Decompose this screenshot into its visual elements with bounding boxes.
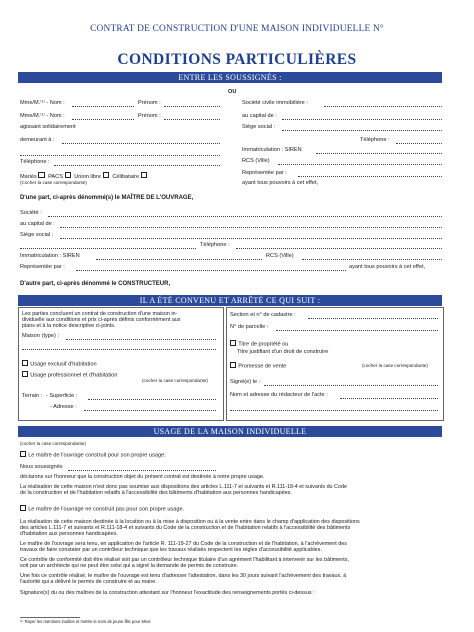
field-prenom1[interactable] [164,106,220,107]
label-telephone-r: Téléphone : [360,137,390,143]
section-banner-parties: ENTRE LES SOUSSIGNÉS : [18,72,442,83]
footnote-rule [20,617,80,618]
field-sci[interactable] [324,106,442,107]
cocher-note-1: (Cocher la case correspondante) [20,180,87,185]
label-mme1: Mme/M.⁽¹⁾ - Nom : [20,100,65,106]
label-telephone-o: Téléphone : [200,242,230,248]
section-banner-agreed: IL A ÉTÉ CONVENU ET ARRÊTÉ CE QUI SUIT : [18,295,442,306]
status-pacs[interactable]: PACS [48,174,73,180]
label-section: Section et n° de cadastre : [230,312,296,318]
field-telephone-o[interactable] [236,248,442,249]
usage-p1-1: La réalisation de cette maison n'est donc pas soumise aux dispositions des articles L.111-7 et suivants et R.111-18-4 et suivants du Code [20,484,347,490]
titre-sub: Titre justifiant d'un droit de construire [237,349,329,355]
page-title: CONDITIONS PARTICULIÈRES [117,51,357,68]
field-telephone-r[interactable] [396,143,442,144]
field-maison-type[interactable] [66,339,216,340]
usage-option-own[interactable]: Le maître de l'ouvrage construit pour son propre usage. [20,451,166,459]
constructor-intro: D'autre part, ci-après dénommé le CONSTRUCTEUR, [20,281,171,287]
usage-p2-2: des articles L.111-7 et suivants et R.111-18-4 et suivants du Code de la construction et de l'habitation relatifs à l'accessibilité des bâtiments [20,525,351,531]
field-siege-r[interactable] [282,130,442,131]
label-terrain: Terrain : [22,393,43,399]
ou-label: OU [228,89,237,95]
field-capital[interactable] [60,227,442,228]
field-nous[interactable] [68,470,216,471]
label-societe: Société : [20,210,42,216]
field-siege[interactable] [60,238,442,239]
label-siege: Siège social : [20,232,54,238]
label-capital: au capital de : [20,221,55,227]
cocher-note-3: (cocher la case correspondante) [362,363,428,368]
field-rcs[interactable] [302,259,442,260]
usage-p3-1: Le maître de l'ouvrage sera tenu, en application de l'article R. 111-19-27 du Code de la construction et de l'habitation, à l'achèvement des [20,541,347,547]
field-superficie[interactable] [88,399,216,400]
label-signe: Signé(e) le : [230,379,261,385]
contract-title: CONTRAT DE CONSTRUCTION D'UNE MAISON INDIVIDUELLE N° [90,24,384,34]
field-redacteur-2[interactable] [230,410,438,411]
usage-p2-3: d'habitation aux personnes handicapées. [20,531,118,537]
status-single[interactable]: Célibataire [112,174,149,180]
label-siege-r: Siège social : [242,124,276,130]
label-immat: Immatriculation : SIREN [20,253,80,259]
cocher-note-4: (cocher la case correspondante) [20,441,86,446]
field-nom1[interactable] [72,106,134,107]
field-nom2[interactable] [72,119,134,120]
field-rcs-r[interactable] [278,164,442,165]
usage-p3-2: travaux de faire constater par un contrôleur technique que les travaux réalisés respectent les règles d'accessibilité applicables. [20,547,322,553]
label-pouvoirs: ayant tous pouvoirs à cet effet, [349,264,426,270]
status-married[interactable]: Mariés [20,174,47,180]
field-demeurant[interactable] [62,143,220,144]
field-telephone[interactable] [54,165,220,166]
usage-declare: déclarons sur l'honneur que la construction objet du présent contrat est destinée à notre propre usage. [20,474,265,480]
usage-exclusif[interactable]: Usage exclusif d'habitation [22,360,97,368]
label-adresse: - Adresse : [50,404,77,410]
field-signe[interactable] [264,385,438,386]
footnote: ⁽¹⁾ Rayer les mentions inutiles et mettre le nom de jeune fille pour Mme [20,619,151,624]
field-capital-r[interactable] [282,119,442,120]
agreement-intro-1: Les parties concluent un contrat de construction d'une maison in- [22,311,178,317]
label-rcs-r: RCS (Ville) [242,158,270,164]
field-societe[interactable] [48,216,442,217]
usage-pro[interactable]: Usage professionnel et d'habitation [22,371,117,379]
label-demeurant: demeurant à : [20,137,55,143]
titre-propriete[interactable]: Titre de propriété ou [230,340,288,348]
field-represente[interactable] [76,270,346,271]
field-demeurant-2[interactable] [20,155,220,156]
label-prenom1: Prénom : [138,100,161,106]
label-superficie: - Superficie : [46,393,78,399]
usage-p2-1: La réalisation de cette maison destinée à la location ou à la mise à disposition ou à la vente entre dans le champ d'application des dispositions [20,519,360,525]
usage-p5-2: l'autorité qui a délivré le permis de construire et au maire. [20,579,157,585]
usage-p4-2: soit par un architecte qui ne peut être celui qui a signé la demande de permis de construire. [20,563,239,569]
field-section[interactable] [308,318,438,319]
agreement-intro-3: plans et à la notice descriptive ci-joints. [22,323,116,329]
label-parcelle: N° de parcelle : [230,324,269,330]
field-adresse[interactable] [84,410,216,411]
label-solidaire: agissant solidairement [20,124,76,130]
field-maison-type-2[interactable] [22,349,216,350]
label-represente: Représentée par : [20,264,65,270]
usage-p4-1: Ce contrôle de conformité doit être réalisé soit par un contrôleur technique titulaire d'un agrément l'habilitant à intervenir sur les bâtiments, [20,557,349,563]
usage-p6: Signature(s) du ou des maîtres de la construction attestant sur l'honneur l'exactitude des renseignements portés ci-dessus : [20,590,315,596]
label-nous: Nous soussignés [20,464,63,470]
field-prenom2[interactable] [164,119,220,120]
label-telephone: Téléphone : [20,159,50,165]
agreement-intro-2: dividuelle aux conditions et prix ci-après définis conformément aux [22,317,181,323]
usage-p1-2: de la construction et de l'habitation relatifs à l'accessibilité des bâtiments d'habitation aux personnes handicapées. [20,490,292,496]
field-immat-r[interactable] [316,153,442,154]
field-immat[interactable] [96,259,262,260]
field-redacteur[interactable] [340,398,438,399]
label-represente-r: Représentée par : [242,170,287,176]
status-union[interactable]: Union libre [74,174,111,180]
cocher-note-2: (cocher la case correspondante) [142,378,208,383]
label-redacteur: Nom et adresse du rédacteur de l'acte : [230,392,328,398]
label-capital-r: au capital de : [242,113,277,119]
status-options [20,172,149,180]
field-parcelle[interactable] [276,330,438,331]
label-pouvoirs-r: ayant tous pouvoirs à cet effet, [242,180,319,186]
label-sci: Société civile immobilière : [242,100,308,106]
usage-p5-1: Une fois ce contrôle réalisé, le maître de l'ouvrage est tenu d'adresser l'attestation, dans les 30 jours suivant l'achèvement des travaux, à [20,573,347,579]
label-prenom2: Prénom : [138,113,161,119]
usage-option-not-own[interactable]: Le maître de l'ouvrage ne construit pas pour son propre usage. [20,505,184,513]
owner-intro: D'une part, ci-après dénommé(s) le MAÎTRE DE L'OUVRAGE, [20,195,194,201]
section-banner-usage: USAGE DE LA MAISON INDIVIDUELLE [18,426,442,437]
promesse-vente[interactable]: Promesse de vente [230,362,286,370]
label-immat-r: Immatriculation : SIREN [242,147,302,153]
label-rcs: RCS (Ville) [266,253,294,259]
label-mme2: Mme/M.⁽¹⁾ - Nom : [20,113,65,119]
label-maison-type: Maison (type) : [22,333,59,339]
field-represente-r[interactable] [298,176,442,177]
field-siege-2[interactable] [20,248,196,249]
